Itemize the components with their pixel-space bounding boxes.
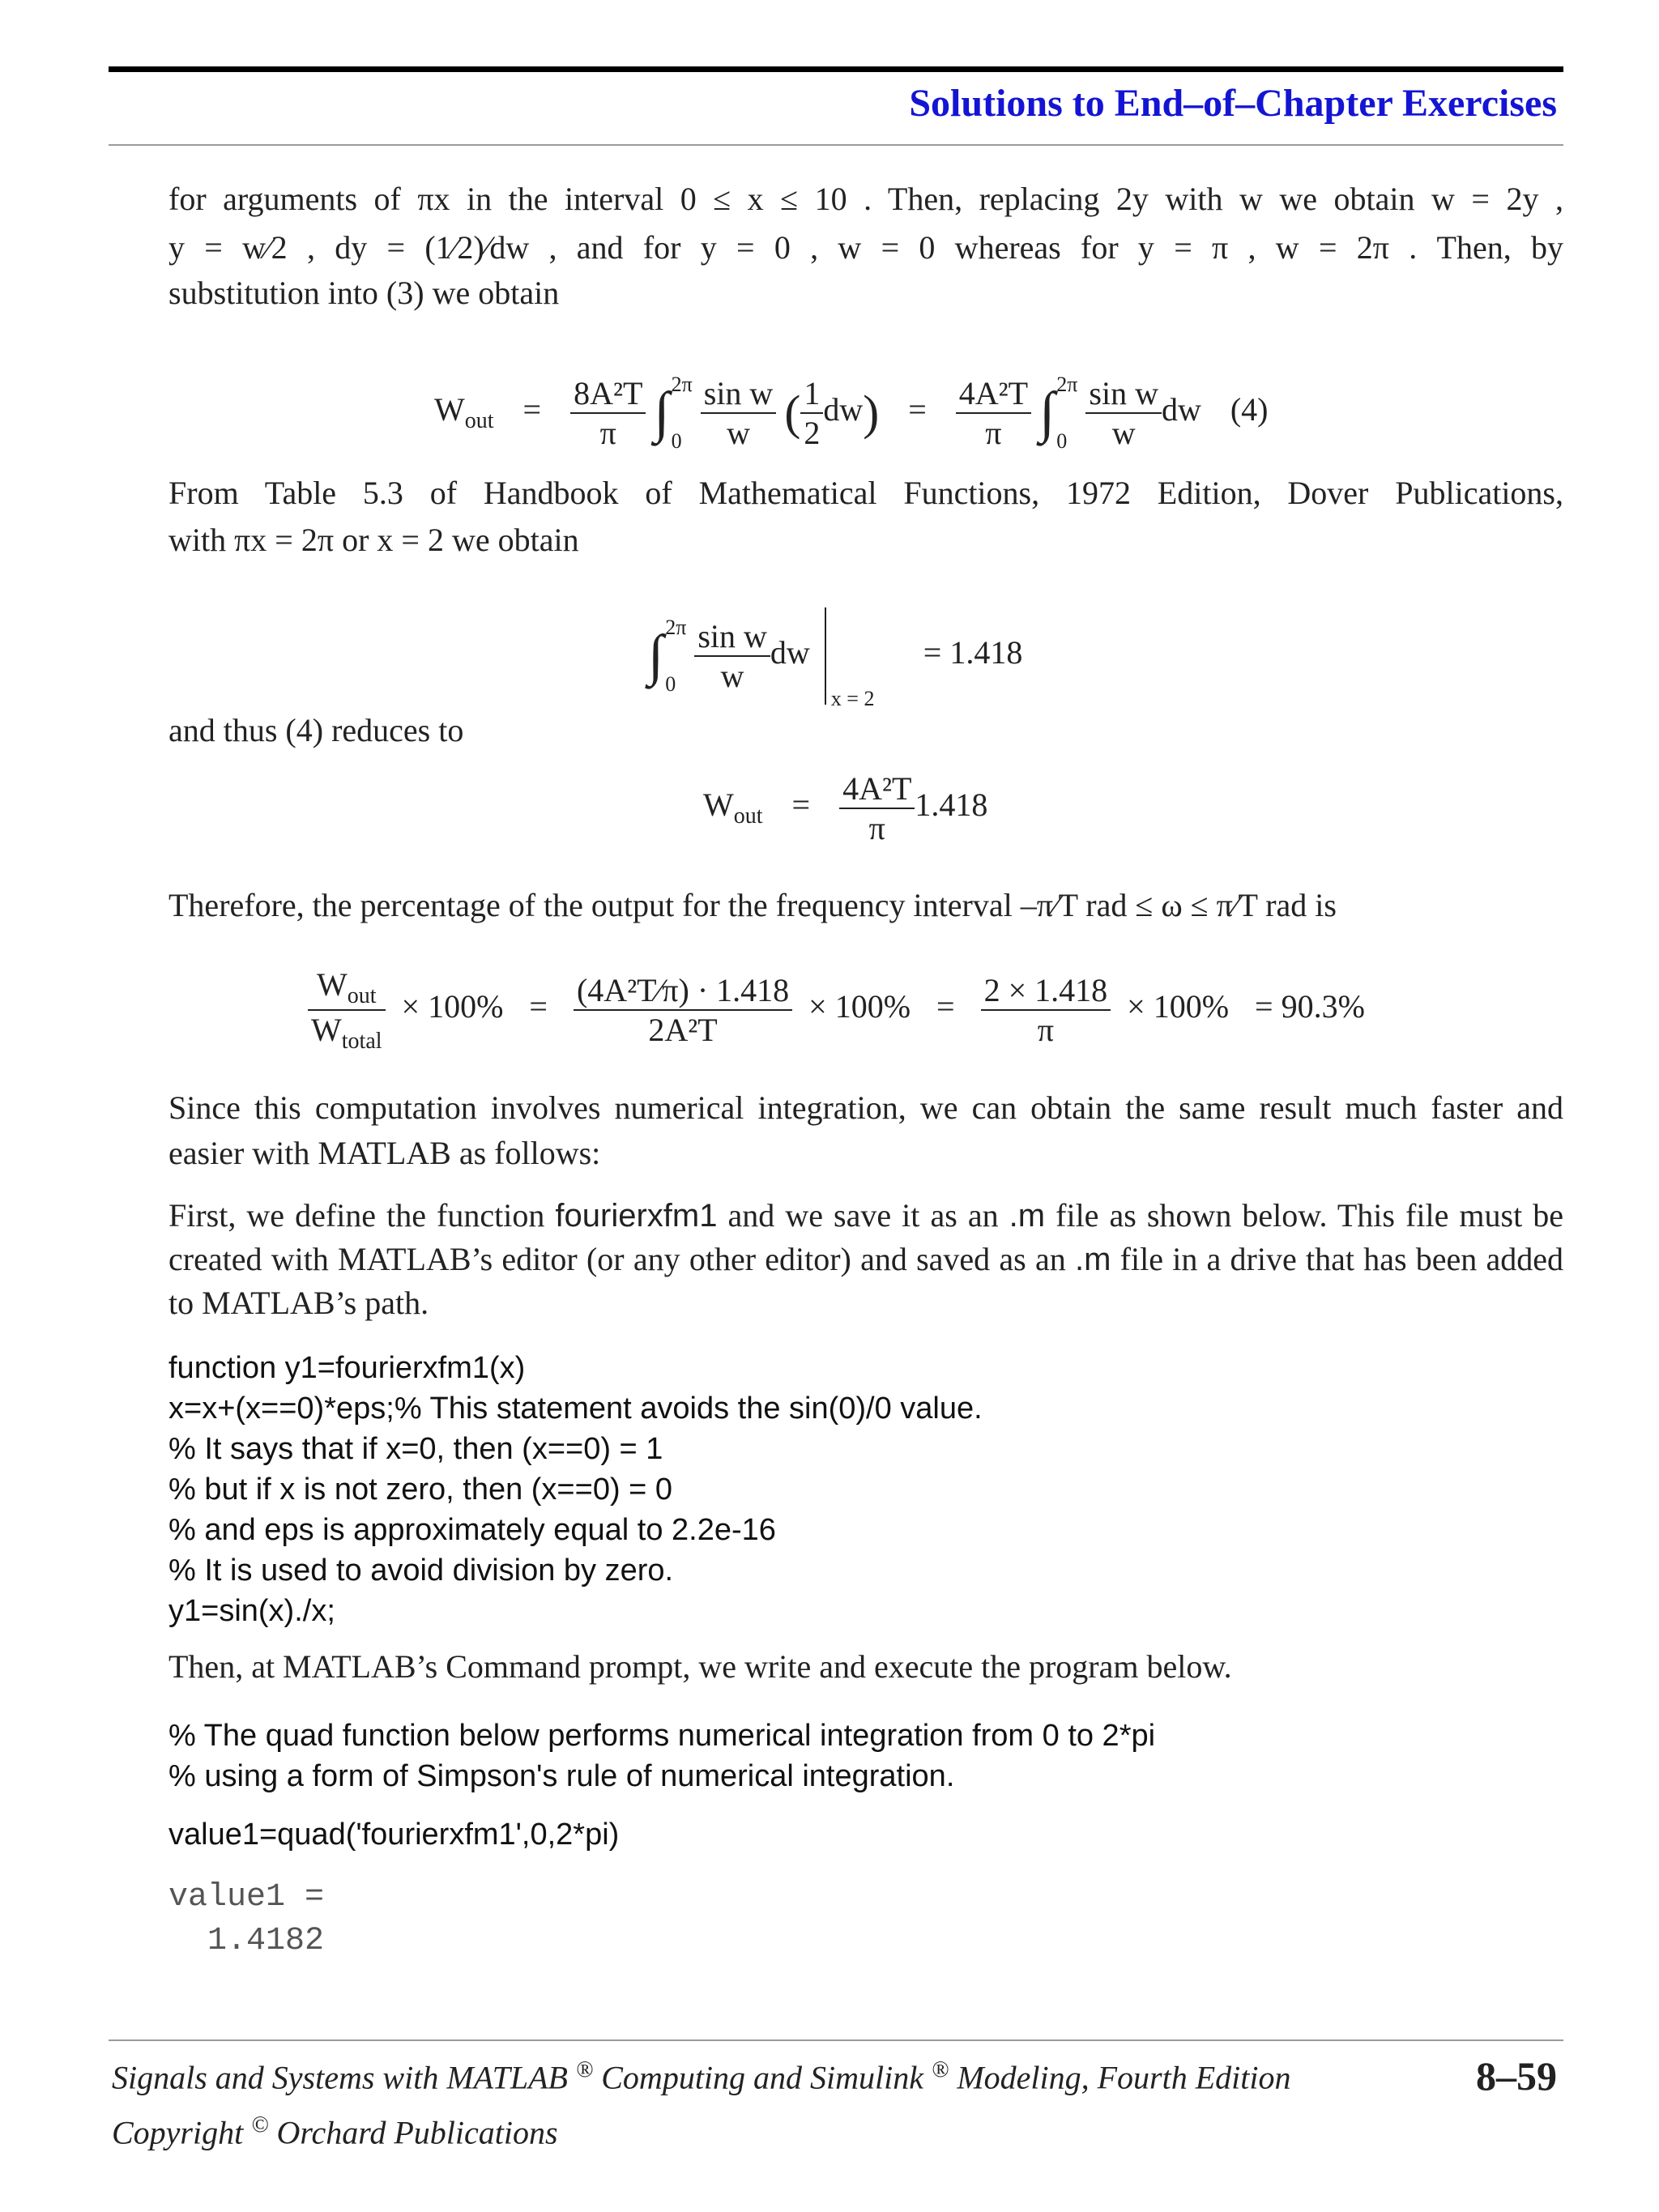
para6-function-name: fourierxfm1 bbox=[555, 1198, 718, 1234]
para1-line3: substitution into (3) we obtain bbox=[168, 275, 560, 311]
eq4-number: (4) bbox=[1230, 391, 1269, 428]
eq4-upper2: 2π bbox=[1056, 373, 1078, 396]
eq7-out: out bbox=[347, 983, 377, 1008]
eq4-half bbox=[800, 374, 823, 452]
eq7-equals2: = bbox=[936, 988, 955, 1025]
eq4-lower2: 0 bbox=[1056, 429, 1068, 453]
code-block-comment bbox=[168, 1715, 1155, 1796]
code-line: % but if x is not zero, then (x==0) = 0 bbox=[168, 1473, 673, 1507]
eq4-coef1-num: 8A²T bbox=[570, 374, 646, 414]
code-line: % It is used to avoid division by zero. bbox=[168, 1554, 674, 1588]
footer-copyright bbox=[112, 2112, 558, 2151]
eq5-lower: 0 bbox=[665, 672, 676, 696]
eq4-w2: w bbox=[1111, 415, 1136, 451]
eq7-times1: × 100% bbox=[401, 988, 504, 1025]
footer-divider bbox=[109, 2039, 1563, 2041]
code-line: function y1=fourierxfm1(x) bbox=[168, 1351, 526, 1385]
eq4-coef2 bbox=[956, 374, 1031, 452]
eq5-eval: x = 2 bbox=[830, 687, 875, 710]
para2-line1: From Table 5.3 of Handbook of Mathematical Functions, 1972 Edition, Dover Publications, bbox=[168, 475, 1563, 511]
eq4-lhs: W bbox=[434, 391, 465, 428]
eq4-coef1-den: π bbox=[599, 415, 616, 451]
eq4-one: 1 bbox=[800, 374, 823, 414]
eq4-lower1: 0 bbox=[671, 429, 682, 453]
eq4-dw2: dw bbox=[1161, 391, 1201, 428]
code-line: % The quad function below performs numerical integration from 0 to 2*pi bbox=[168, 1719, 1156, 1753]
eq7-num2: (4A²T⁄π) · 1.418 bbox=[574, 971, 792, 1011]
eq5-result: = 1.418 bbox=[923, 634, 1023, 671]
para6-a: First, we define the function bbox=[168, 1197, 556, 1234]
equation-wout bbox=[703, 769, 987, 847]
code-line: x=x+(x==0)*eps;% This statement avoids the sin(0)/0 value. bbox=[168, 1392, 983, 1426]
code-line: % and eps is approximately equal to 2.2e-16 bbox=[168, 1513, 776, 1547]
eq4-rparen: ) bbox=[863, 386, 880, 440]
eq6-den: π bbox=[868, 810, 885, 846]
command-output bbox=[168, 1876, 324, 1963]
para6-ext1: .m bbox=[1009, 1198, 1046, 1234]
eq6-num: 4A²T bbox=[839, 769, 915, 809]
integral-sign: ∫ bbox=[1039, 381, 1056, 444]
page-number: 8–59 bbox=[1476, 2053, 1557, 2099]
eq7-equals1: = bbox=[529, 988, 548, 1025]
eq6-frac bbox=[839, 769, 915, 847]
output-line: 1.4182 bbox=[168, 1923, 325, 1959]
equation-integral-value bbox=[648, 599, 1022, 713]
code-block-function bbox=[168, 1348, 983, 1631]
eq4-sinw1: sin w bbox=[701, 374, 777, 414]
eq7-w2: W bbox=[311, 1012, 342, 1048]
para1-line2: y = w⁄2 , dy = (1⁄2)⁄dw , and for y = 0 , w = 0 whereas for y = π , w = 2π . Then, by bbox=[168, 229, 1563, 266]
para6-ext2: .m bbox=[1074, 1242, 1111, 1277]
eq4-coef1 bbox=[570, 374, 646, 452]
para1-line1: for arguments of πx in the interval 0 ≤ x ≤ 10 . Then, replacing 2y with w we obtain w = 2y , bbox=[168, 181, 1563, 217]
para2-line2: with πx = 2π or x = 2 we obtain bbox=[168, 522, 579, 558]
eq7-ratio-num bbox=[308, 965, 386, 1011]
footer-reg1: ® bbox=[575, 2057, 594, 2082]
footer-book-c: Modeling, Fourth Edition bbox=[949, 2059, 1291, 2096]
code-line: % using a form of Simpson's rule of numerical integration. bbox=[168, 1759, 955, 1793]
para6-c: file as shown below. This file must be created with MATLAB’s editor (or any other editor) and saved as an bbox=[168, 1197, 1564, 1277]
eq5-eval-bar bbox=[825, 607, 891, 710]
eq4-upper1: 2π bbox=[671, 373, 693, 396]
para7: Then, at MATLAB’s Command prompt, we write and execute the program below. bbox=[168, 1648, 1232, 1685]
equation-4 bbox=[434, 356, 1269, 470]
eq5-w: w bbox=[720, 658, 744, 694]
running-header: Solutions to End–of–Chapter Exercises bbox=[909, 82, 1557, 125]
equation-percentage bbox=[308, 965, 1365, 1055]
eq4-lparen: ( bbox=[784, 386, 801, 440]
eq5-sinw: sin w bbox=[694, 617, 770, 657]
eq4-sinw2: sin w bbox=[1085, 374, 1162, 414]
integral-sign: ∫ bbox=[648, 624, 664, 687]
footer-copyright-a: Copyright bbox=[112, 2114, 244, 2151]
footer-book-title bbox=[112, 2057, 1291, 2096]
eq7-ratio-den bbox=[308, 1011, 386, 1055]
eq7-num3: 2 × 1.418 bbox=[981, 971, 1111, 1011]
eq4-coef2-num: 4A²T bbox=[956, 374, 1031, 414]
eq7-frac3 bbox=[981, 971, 1111, 1049]
eq7-den2: 2A²T bbox=[648, 1012, 718, 1048]
eq4-sinw-frac2 bbox=[1085, 374, 1162, 452]
eq4-dw1: dw bbox=[823, 391, 864, 428]
eq4-lhs-sub: out bbox=[464, 408, 494, 434]
eq7-w1: W bbox=[316, 966, 348, 1003]
eq5-dw: dw bbox=[770, 634, 810, 671]
para6-b: and we save it as an bbox=[717, 1197, 1009, 1234]
para4: Therefore, the percentage of the output for the frequency interval –π⁄T rad ≤ ω ≤ π⁄T rad is bbox=[168, 887, 1337, 923]
eq7-total: total bbox=[341, 1029, 382, 1054]
eq5-sinw-frac bbox=[694, 617, 770, 695]
eq4-coef2-den: π bbox=[985, 415, 1002, 451]
footer-reg2: ® bbox=[932, 2057, 949, 2082]
eq6-equals: = bbox=[791, 786, 811, 824]
eq7-ratio bbox=[308, 965, 386, 1055]
footer-book-a: Signals and Systems with MATLAB bbox=[112, 2059, 568, 2096]
para6 bbox=[168, 1194, 1563, 1325]
para3: and thus (4) reduces to bbox=[168, 712, 464, 748]
eq6-lhs: W bbox=[703, 786, 734, 824]
eq7-times2: × 100% bbox=[808, 988, 911, 1025]
integral-sign: ∫ bbox=[654, 381, 670, 444]
eq6-val: 1.418 bbox=[915, 786, 988, 824]
footer-book-b: Computing and Simulink bbox=[593, 2059, 924, 2096]
footer-copyright-b: Orchard Publications bbox=[276, 2114, 558, 2151]
para6-d: file in a drive that has been added to MATLAB’s path. bbox=[168, 1241, 1564, 1321]
header-divider bbox=[109, 144, 1563, 146]
header-rule bbox=[109, 66, 1563, 72]
code-line: % It says that if x=0, then (x==0) = 1 bbox=[168, 1432, 663, 1466]
copyright-symbol: © bbox=[251, 2112, 269, 2137]
eq7-den3: π bbox=[1037, 1012, 1054, 1048]
eq7-frac2 bbox=[574, 971, 792, 1049]
eq5-limits bbox=[665, 599, 686, 713]
para5: Since this computation involves numerical integration, we can obtain the same result much faster and easier with MATLAB as follows: bbox=[168, 1089, 1563, 1171]
eq4-w1: w bbox=[727, 415, 750, 451]
eq4-two: 2 bbox=[804, 415, 821, 451]
eq4-limits1 bbox=[672, 356, 693, 470]
code-line: y1=sin(x)./x; bbox=[168, 1594, 335, 1628]
eq7-times3: × 100% bbox=[1127, 988, 1230, 1025]
eq6-lhs-sub: out bbox=[733, 803, 763, 829]
eq4-sinw-frac1 bbox=[701, 374, 777, 452]
eq4-limits2 bbox=[1056, 356, 1077, 470]
eq4-equals1: = bbox=[522, 391, 542, 428]
eq7-result: = 90.3% bbox=[1255, 988, 1365, 1025]
eq4-equals2: = bbox=[908, 391, 927, 428]
output-line: value1 = bbox=[168, 1879, 325, 1916]
code-command: value1=quad('fourierxfm1',0,2*pi) bbox=[168, 1818, 620, 1852]
eq5-upper: 2π bbox=[665, 616, 687, 639]
